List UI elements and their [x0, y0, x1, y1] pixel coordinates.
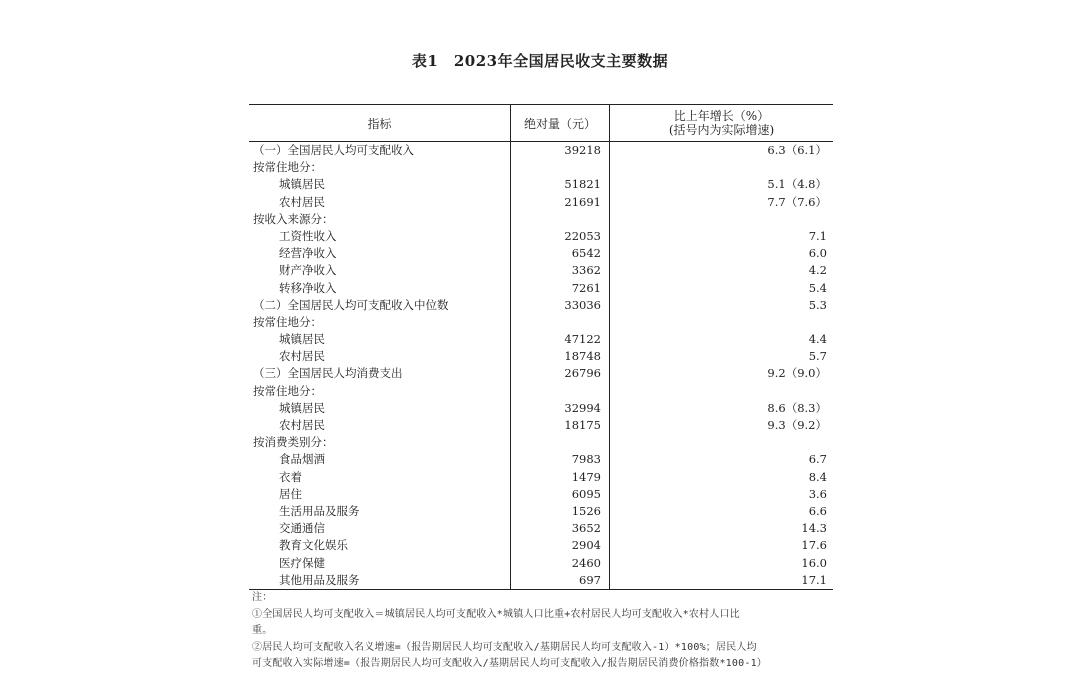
row-indicator: 生活用品及服务	[279, 503, 360, 518]
table-row	[249, 314, 833, 331]
row-absolute-value	[510, 314, 609, 331]
row-absolute-value: 3362	[571, 263, 601, 278]
row-growth-rate	[609, 434, 833, 451]
row-absolute-value: 47122	[564, 332, 601, 347]
row-indicator: 食品烟酒	[279, 452, 325, 467]
row-growth-rate: 8.6（8.3）	[767, 400, 827, 415]
row-indicator: 按收入来源分：	[253, 211, 334, 226]
row-growth-rate: 17.1	[801, 572, 827, 587]
row-growth-rate	[609, 159, 833, 176]
row-growth-rate: 9.3（9.2）	[767, 418, 827, 432]
row-indicator: 转移净收入	[279, 280, 337, 295]
row-absolute-value: 21691	[564, 194, 601, 209]
table-row	[249, 383, 833, 400]
row-indicator: 城镇居民	[279, 177, 325, 192]
table-row	[249, 297, 833, 314]
row-absolute-value: 26796	[564, 366, 601, 381]
row-absolute-value: 2460	[571, 555, 601, 570]
row-growth-rate: 5.1（4.8）	[767, 177, 827, 192]
row-growth-rate: 14.3	[801, 521, 827, 536]
table-header	[249, 105, 833, 142]
table-row	[249, 365, 833, 382]
row-growth-rate: 6.3（6.1）	[767, 143, 827, 157]
table-row	[249, 486, 833, 503]
row-growth-rate: 6.7	[808, 452, 827, 467]
row-absolute-value	[510, 211, 609, 228]
row-absolute-value	[510, 434, 609, 451]
row-indicator: 城镇居民	[279, 400, 325, 415]
table-row	[249, 417, 833, 434]
table-row	[249, 194, 833, 211]
row-growth-rate: 17.6	[801, 538, 827, 553]
row-growth-rate: 9.2（9.0）	[767, 366, 827, 381]
note-line: ②居民人均可支配收入名义增速=（报告期居民人均可支配收入/基期居民人均可支配收入-1）*100%；居民人均	[252, 641, 757, 653]
table-row	[249, 400, 833, 417]
table-row	[249, 503, 833, 520]
row-growth-rate: 8.4	[808, 469, 827, 484]
note-line: ①全国居民人均可支配收入＝城镇居民人均可支配收入*城镇人口比重+农村居民人均可支配收入*农村人口比	[252, 608, 740, 620]
row-indicator: （一）全国居民人均可支配收入	[253, 143, 414, 157]
row-indicator: 农村居民	[279, 349, 325, 364]
row-indicator: 按常住地分：	[253, 383, 322, 398]
row-absolute-value: 7983	[571, 452, 601, 467]
note-line: 可支配收入实际增速=（报告期居民人均可支配收入/基期居民人均可支配收入/报告期居民消费价格指数*100-1）	[252, 658, 767, 669]
data-table	[249, 104, 833, 590]
row-absolute-value: 22053	[564, 228, 601, 243]
table-row	[249, 142, 833, 159]
row-indicator: （三）全国居民人均消费支出	[253, 366, 403, 381]
table-row	[249, 280, 833, 297]
table-row	[249, 176, 833, 193]
table-title: 表1 2023年全国居民收支主要数据	[411, 52, 669, 70]
row-growth-rate: 5.7	[808, 349, 827, 364]
row-indicator: 按消费类别分：	[253, 435, 334, 450]
row-growth-rate: 5.3	[808, 297, 827, 312]
row-indicator: （二）全国居民人均可支配收入中位数	[253, 297, 449, 312]
row-growth-rate: 16.0	[801, 555, 827, 570]
table-row	[249, 348, 833, 365]
note-line: 注：	[252, 592, 273, 603]
table-row	[249, 469, 833, 486]
table-row	[249, 245, 833, 262]
row-absolute-value: 1526	[571, 503, 601, 518]
row-indicator: 经营净收入	[279, 246, 337, 261]
row-absolute-value: 697	[579, 572, 601, 587]
table-row	[249, 159, 833, 176]
row-growth-rate: 6.6	[808, 503, 827, 518]
row-growth-rate	[609, 314, 833, 331]
row-absolute-value	[510, 383, 609, 400]
header-growth-line2: (括号内为实际增速)	[668, 123, 775, 137]
header-indicator: 指标	[249, 105, 511, 141]
row-growth-rate: 3.6	[808, 486, 827, 501]
row-growth-rate: 4.2	[808, 263, 827, 278]
row-indicator: 工资性收入	[279, 228, 337, 243]
table-row	[249, 331, 833, 348]
row-indicator: 农村居民	[279, 194, 325, 209]
row-indicator: 按常住地分：	[253, 160, 322, 175]
row-growth-rate: 7.7（7.6）	[767, 194, 827, 209]
table-row	[249, 537, 833, 554]
table-row	[249, 434, 833, 451]
row-indicator: 交通通信	[279, 521, 325, 536]
row-growth-rate: 4.4	[808, 332, 827, 347]
table-row	[249, 262, 833, 279]
header-growth	[610, 105, 833, 141]
row-indicator: 衣着	[279, 469, 302, 484]
row-indicator: 按常住地分：	[253, 314, 322, 329]
row-growth-rate	[609, 211, 833, 228]
row-absolute-value: 18748	[564, 349, 601, 364]
row-indicator: 医疗保健	[279, 555, 325, 570]
row-absolute-value: 51821	[564, 177, 601, 192]
row-absolute-value: 18175	[564, 418, 601, 432]
notes	[252, 590, 842, 673]
row-growth-rate: 6.0	[808, 246, 827, 261]
row-indicator: 其他用品及服务	[279, 572, 360, 587]
row-indicator: 教育文化娱乐	[279, 538, 348, 553]
row-absolute-value: 7261	[571, 280, 601, 295]
table-row	[249, 555, 833, 572]
row-absolute-value	[510, 159, 609, 176]
row-absolute-value: 33036	[564, 297, 601, 312]
table-row	[249, 228, 833, 245]
note-line: 重。	[252, 625, 273, 636]
table-row	[249, 572, 833, 589]
row-indicator: 财产净收入	[279, 263, 337, 278]
row-absolute-value: 39218	[564, 143, 601, 157]
row-absolute-value: 32994	[564, 400, 601, 415]
row-growth-rate: 7.1	[808, 228, 827, 243]
table-row	[249, 451, 833, 468]
row-absolute-value: 1479	[571, 469, 601, 484]
row-indicator: 居住	[279, 486, 302, 501]
row-indicator: 城镇居民	[279, 332, 325, 347]
table-row	[249, 211, 833, 228]
row-absolute-value: 6542	[571, 246, 601, 261]
row-absolute-value: 6095	[571, 486, 601, 501]
row-absolute-value: 2904	[571, 538, 601, 553]
table-row	[249, 520, 833, 537]
row-growth-rate: 5.4	[808, 280, 827, 295]
row-indicator: 农村居民	[279, 418, 325, 432]
row-growth-rate	[609, 383, 833, 400]
table-body	[249, 142, 833, 589]
header-growth-line1: 比上年增长（%）	[673, 109, 770, 123]
header-absolute: 绝对量（元）	[511, 105, 610, 141]
row-absolute-value: 3652	[571, 521, 601, 536]
